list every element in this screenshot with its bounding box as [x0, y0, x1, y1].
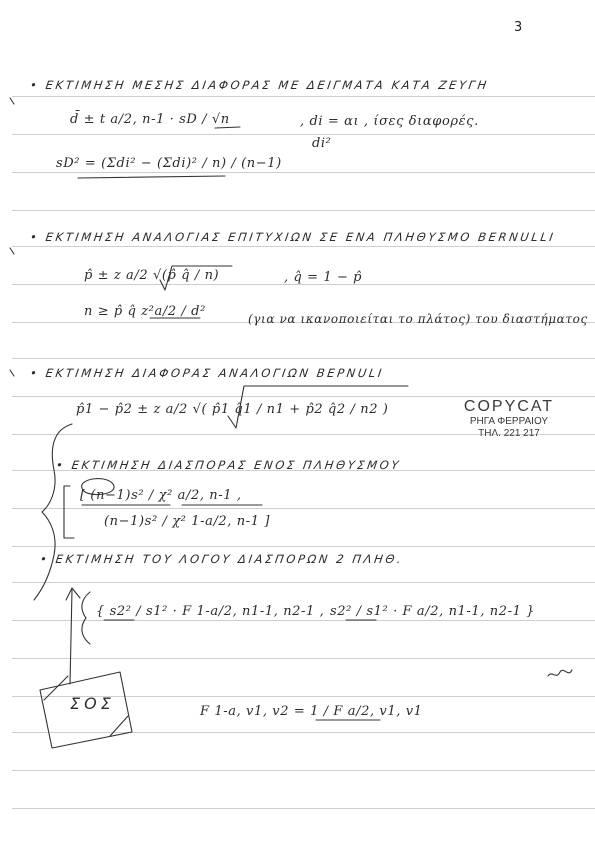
formula-note: , di = αι , ίσες διαφορές.: [300, 114, 479, 129]
boxed-note: ΣΟΣ: [70, 694, 115, 713]
section-heading: • ΕΚΤΙΜΗΣΗ ΔΙΑΣΠΟΡΑΣ ΕΝΟΣ ΠΛΗΘΥΣΜΟΥ: [55, 458, 402, 472]
circle-mark: [82, 479, 114, 495]
formula-line: d̄ ± t a/2, n-1 · sD / √n: [70, 112, 230, 127]
formula-line: [ (n−1)s² / χ² a/2, n-1 ,: [80, 488, 242, 503]
formula-note: , q̂ = 1 − p̂: [284, 270, 363, 285]
bracket: [64, 486, 74, 538]
fraction-bar: [215, 127, 240, 128]
stamp-line: ΤΗΛ. 221 217: [478, 428, 540, 439]
formula-line: F 1-a, v1, v2 = 1 / F a/2, v1, v1: [200, 704, 423, 719]
formula-line: p̂ ± z a/2 √(p̂ q̂ / n): [84, 268, 220, 283]
formula-line: { s2² / s1² · F 1-a/2, n1-1, n2-1 ,: [96, 604, 325, 619]
formula-line: (n−1)s² / χ² 1-a/2, n-1 ]: [104, 514, 270, 529]
note-box: [40, 672, 132, 748]
formula-line: p̂1 − p̂2 ± z a/2 √( p̂1 q̂1 / n1 + p̂2 q̂2 / n2 ): [76, 402, 389, 417]
arrow-head: [66, 588, 80, 600]
stamp-title: COPYCAT: [463, 398, 555, 415]
margin-mark: [10, 370, 14, 376]
formula-line: sD² = (Σdi² − (Σdi)² / n) / (n−1): [56, 156, 282, 171]
section-heading: • ΕΚΤΙΜΗΣΗ ΔΙΑΦΟΡΑΣ ΑΝΑΛΟΓΙΩΝ ΒΕΡΝULI: [29, 366, 385, 380]
sqrt-sign: [160, 266, 232, 290]
section-heading: • ΕΚΤΙΜΗΣΗ ΑΝΑΛΟΓΙΑΣ ΕΠΙΤΥΧΙΩΝ ΣΕ ΕΝΑ ΠΛΗΘΥΣΜΟ BERNULLI: [29, 230, 557, 244]
formula-note: (για να ικανοποιείται το πλάτος) του διαστήματος: [248, 312, 588, 326]
curly-brace: [82, 592, 90, 644]
formula-line: n ≥ p̂ q̂ z²a/2 / d²: [84, 304, 206, 319]
formula-line: s2² / s1² · F a/2, n1-1, n2-1 }: [330, 604, 536, 619]
scribble: [548, 670, 572, 676]
sqrt-sign: [228, 386, 408, 428]
section-heading: • ΕΚΤΙΜΗΣΗ ΜΕΣΗΣ ΔΙΑΦΟΡΑΣ ΜΕ ΔΕΙΓΜΑΤΑ ΚΑΤΑ ΖΕΥΓΗ: [29, 78, 490, 92]
fraction-bar: [78, 176, 225, 178]
margin-mark: [10, 248, 14, 254]
stamp-line: ΡΗΓΑ ΦΕΡΡΑΙΟΥ: [469, 416, 549, 427]
arrow-line: [70, 590, 72, 684]
margin-mark: [10, 98, 14, 104]
curly-brace: [34, 424, 72, 600]
page-number: 3: [514, 20, 523, 35]
section-heading: • ΕΚΤΙΜΗΣΗ ΤΟΥ ΛΟΓΟΥ ΔΙΑΣΠΟΡΩΝ 2 ΠΛΗΘ.: [39, 552, 405, 566]
formula-note: di²: [312, 136, 332, 151]
